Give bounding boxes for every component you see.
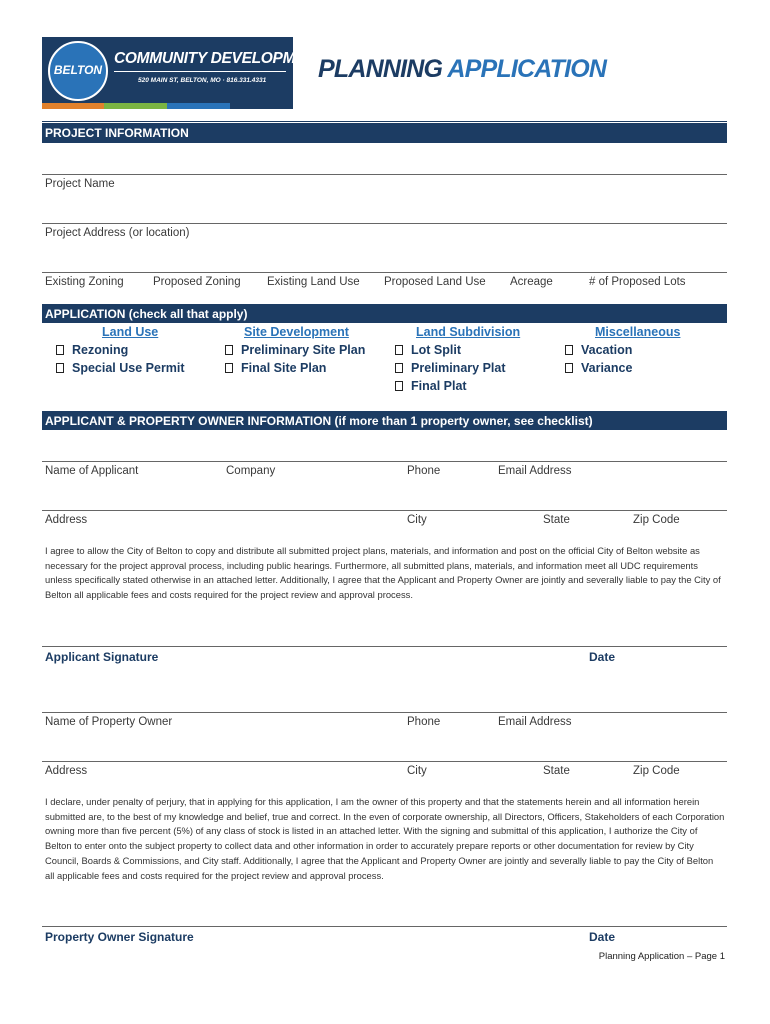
lot-split-checkbox[interactable]: Lot Split bbox=[395, 343, 461, 357]
proposed-lots-field[interactable]: # of Proposed Lots bbox=[589, 276, 686, 288]
applicant-email-field[interactable]: Email Address bbox=[498, 465, 572, 477]
checkbox-icon[interactable] bbox=[395, 363, 403, 373]
land-use-heading: Land Use bbox=[102, 325, 159, 339]
project-address-field[interactable]: Project Address (or location) bbox=[45, 227, 190, 239]
preliminary-site-plan-checkbox[interactable]: Preliminary Site Plan bbox=[225, 343, 365, 357]
belton-seal-icon bbox=[48, 41, 108, 101]
land-subdivision-heading: Land Subdivision bbox=[416, 325, 521, 339]
applicant-date-field[interactable]: Date bbox=[589, 650, 616, 664]
owner-declaration-text: I declare, under penalty of perjury, that in applying for this application, I am the owner of this property and that the statements herein and all information herein submitted are, to the best of my knowledge and belief, true and correct. In the even of corporate ownership, all Directors, Officers, Stakeholders of each Corporation owning more than five percent (5%) of any class of stock is listed in an attached letter. With the signing and submittal of this application, I authorize the City of Belton to enter onto the subject property to collect data and other information in order to accurately prepare reports or other documentation for review by City Council, Boards & Commissions, and City staff. Additionally, I agree that the Applicant and Property Owner are jointly and severally liable to pay the City of Belton all applicable fees and costs required for the project review and approval process. bbox=[45, 796, 725, 881]
project-name-field[interactable]: Project Name bbox=[45, 178, 115, 190]
applicant-heading: APPLICANT & PROPERTY OWNER INFORMATION (if more than 1 property owner, see checklist) bbox=[42, 411, 727, 430]
checkbox-icon[interactable] bbox=[565, 345, 573, 355]
owner-address-field[interactable]: Address bbox=[45, 765, 88, 777]
vacation-checkbox[interactable]: Vacation bbox=[565, 343, 632, 357]
preliminary-plat-checkbox[interactable]: Preliminary Plat bbox=[395, 361, 506, 375]
applicant-address-field[interactable]: Address bbox=[45, 514, 88, 526]
miscellaneous-heading: Miscellaneous bbox=[595, 325, 681, 339]
logo-seal-text: BELTON bbox=[53, 63, 103, 77]
existing-land-use-field[interactable]: Existing Land Use bbox=[267, 276, 360, 288]
zoning-line bbox=[42, 272, 727, 273]
variance-checkbox[interactable]: Variance bbox=[565, 361, 632, 375]
applicant-zip-field[interactable]: Zip Code bbox=[633, 514, 680, 526]
owner-signature-field[interactable]: Property Owner Signature bbox=[45, 930, 194, 944]
existing-zoning-field[interactable]: Existing Zoning bbox=[45, 276, 124, 288]
owner-name-field[interactable]: Name of Property Owner bbox=[45, 716, 173, 728]
checkbox-icon[interactable] bbox=[395, 345, 403, 355]
owner-phone-field[interactable]: Phone bbox=[407, 716, 441, 728]
checkbox-icon[interactable] bbox=[395, 381, 403, 391]
applicant-name-field[interactable]: Name of Applicant bbox=[45, 465, 139, 477]
final-plat-checkbox[interactable]: Final Plat bbox=[395, 379, 467, 393]
project-address-line bbox=[42, 223, 727, 224]
checkbox-icon[interactable] bbox=[565, 363, 573, 373]
applicant-city-field[interactable]: City bbox=[407, 514, 427, 526]
applicant-state-field[interactable]: State bbox=[543, 514, 570, 526]
owner-row2-line bbox=[42, 761, 727, 762]
final-site-plan-checkbox[interactable]: Final Site Plan bbox=[225, 361, 326, 375]
stripe-navy bbox=[230, 103, 293, 109]
checkbox-icon[interactable] bbox=[56, 363, 64, 373]
applicant-signature-line bbox=[42, 646, 727, 647]
proposed-zoning-field[interactable]: Proposed Zoning bbox=[153, 276, 241, 288]
applicant-row1-line bbox=[42, 461, 727, 462]
logo-divider bbox=[114, 71, 286, 72]
site-development-heading: Site Development bbox=[244, 325, 349, 339]
section-top-rule bbox=[42, 121, 727, 122]
checkbox-icon[interactable] bbox=[225, 363, 233, 373]
owner-zip-field[interactable]: Zip Code bbox=[633, 765, 680, 777]
logo-address: 520 MAIN ST, BELTON, MO · 816.331.4331 bbox=[138, 77, 267, 84]
stripe-blue bbox=[167, 103, 230, 109]
page-footer: Planning Application – Page 1 bbox=[598, 951, 725, 962]
logo-title: COMMUNITY DEVELOPMENT bbox=[114, 50, 326, 67]
owner-row1-line bbox=[42, 712, 727, 713]
applicant-signature-field[interactable]: Applicant Signature bbox=[45, 650, 159, 664]
checkbox-icon[interactable] bbox=[56, 345, 64, 355]
project-info-heading: PROJECT INFORMATION bbox=[42, 123, 727, 143]
owner-email-field[interactable]: Email Address bbox=[498, 716, 572, 728]
stripe-orange bbox=[42, 103, 104, 109]
project-name-line bbox=[42, 174, 727, 175]
rezoning-checkbox[interactable]: Rezoning bbox=[56, 343, 128, 357]
applicant-row2-line bbox=[42, 510, 727, 511]
application-heading: APPLICATION (check all that apply) bbox=[42, 304, 727, 323]
special-use-permit-checkbox[interactable]: Special Use Permit bbox=[56, 361, 185, 375]
logo-color-stripes bbox=[42, 103, 293, 109]
stripe-green bbox=[104, 103, 167, 109]
acreage-field[interactable]: Acreage bbox=[510, 276, 553, 288]
owner-city-field[interactable]: City bbox=[407, 765, 427, 777]
owner-date-field[interactable]: Date bbox=[589, 930, 616, 944]
page-title: PLANNING APPLICATION bbox=[318, 55, 607, 83]
applicant-phone-field[interactable]: Phone bbox=[407, 465, 441, 477]
checkbox-icon[interactable] bbox=[225, 345, 233, 355]
applicant-company-field[interactable]: Company bbox=[226, 465, 276, 477]
owner-state-field[interactable]: State bbox=[543, 765, 570, 777]
logo bbox=[42, 37, 326, 109]
proposed-land-use-field[interactable]: Proposed Land Use bbox=[384, 276, 486, 288]
owner-signature-line bbox=[42, 926, 727, 927]
applicant-agreement-text: I agree to allow the City of Belton to copy and distribute all submitted project plans, materials, and information and post on the official City of Belton website as necessary for the project approval process, including public hearings. Furthermore, all submitted plans, materials, and information meet all UDC requirements unless specifically stated otherwise in an attached letter. Additionally, I agree that the Applicant and Property Owner are jointly and severally liable to pay the City of Belton all applicable fees and costs required for the project review and approval process. bbox=[45, 545, 721, 601]
